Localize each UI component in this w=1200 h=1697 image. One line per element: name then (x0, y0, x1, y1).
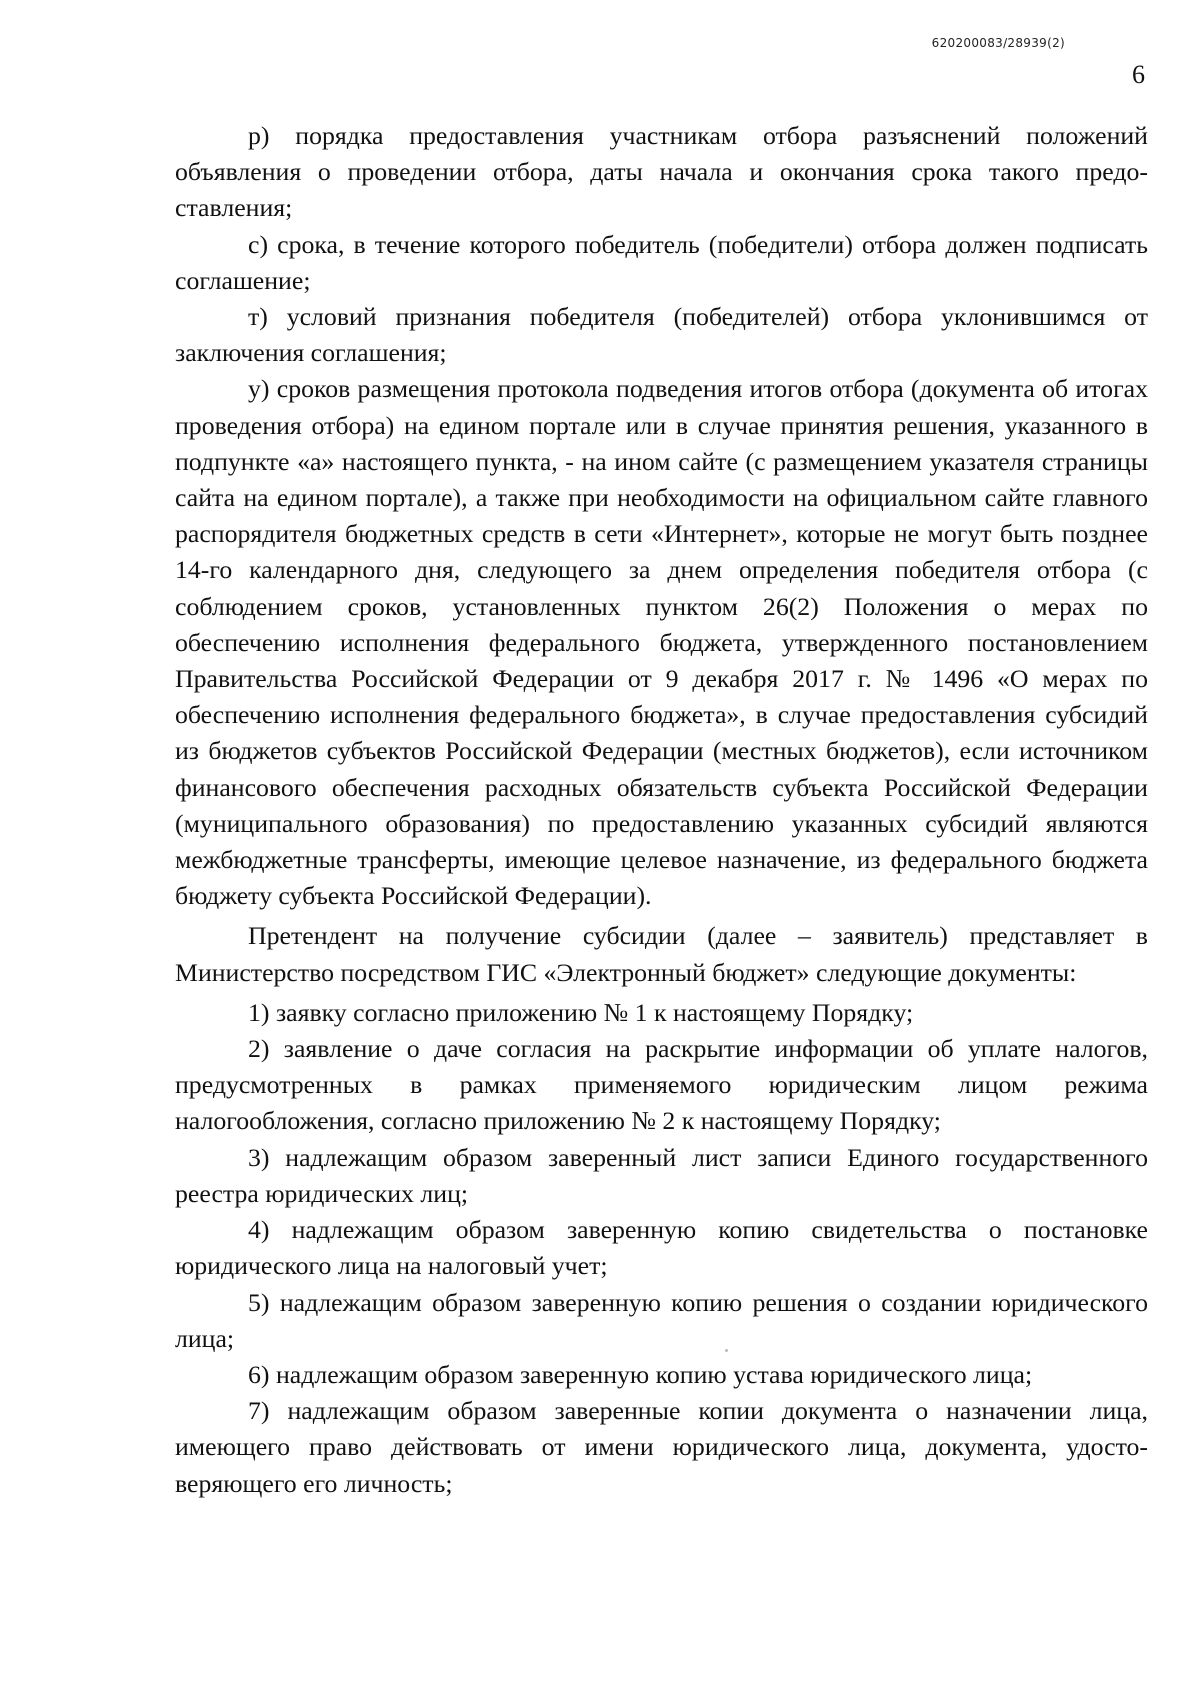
paragraph-item-t: т) условий признания победителя (победителей) отбора уклонившимся от заключения соглашения; (175, 302, 1148, 368)
document-id: 620200083/28939(2) (931, 36, 1065, 50)
list-item-4: 4) надлежащим образом заверенную копию свидетельства о постановке юридического лица на налоговый учет; (175, 1215, 1148, 1281)
paragraph-item-r: р) порядка предоставления участникам отбора разъяснений положений объявления о проведении отбора, даты начала и окончания срока такого предоставления; (175, 121, 1148, 223)
list-item-5: 5) надлежащим образом заверенную копию решения о создании юридического лица; (175, 1287, 1148, 1353)
scan-speck (725, 1349, 728, 1352)
paragraph-item-u: у) сроков размещения протокола подведения итогов отбора (документа об итогах проведения отбора) на едином портале или в случае принятия решения, указанного в подпункте «а» настоящего пункта, - на ином сайте (с размещением указателя страницы сайта на едином портале), а также при необходимости на официальном сайте главного распорядителя бюджетных средств в сети «Интернет», которые не могут быть позднее 14-го календарного дня, следующего за днем определения победителя отбора (с соблюдением сроков, установленных пунктом 26(2) Положения о мерах по обеспечению исполнения федерального бюджета, утвержденного постановлением Правительства Российской Федерации от 9 декабря 2017 г. № 1496 «О мерах по обеспечению исполнения федерального бюджета», в случае предоставления субсидий из бюджетов субъектов Российской Федерации (местных бюджетов), если источником финансового обеспечения расходных обязательств субъекта Российской Федерации (муниципального образования) по предоставлению указанных субсидий являются межбюджетные трансферты, имеющие целевое назначение, из федерального бюджета бюджету субъекта Российской Федерации). (175, 374, 1148, 911)
page-number: 6 (1132, 60, 1145, 89)
list-item-2: 2) заявление о даче согласия на раскрытие информации об уплате налогов, предусмотренных в рамках применяемого юридическим лицом режима налогообложения, согласно приложению № 2 к настоящему Порядку; (175, 1034, 1148, 1136)
document-body (175, 118, 1148, 1502)
list-item-6: 6) надлежащим образом заверенную копию устава юридического лица; (248, 1359, 1033, 1389)
paragraph-item-s: с) срока, в течение которого победитель (победители) отбора должен подписать соглашение; (175, 229, 1148, 295)
list-item-7: 7) надлежащим образом заверенные копии документа о назначении лица, имеющего право действовать от имени юридического лица, документа, удостоверяющего его личность; (175, 1396, 1148, 1498)
paragraph-applicant-documents: Претендент на получение субсидии (далее – заявитель) представляет в Министерство посредством ГИС «Электронный бюджет» следующие документы: (175, 921, 1148, 987)
list-item-3: 3) надлежащим образом заверенный лист записи Единого государственного реестра юридических лиц; (175, 1142, 1148, 1208)
list-item-1: 1) заявку согласно приложению № 1 к настоящему Порядку; (248, 997, 914, 1027)
